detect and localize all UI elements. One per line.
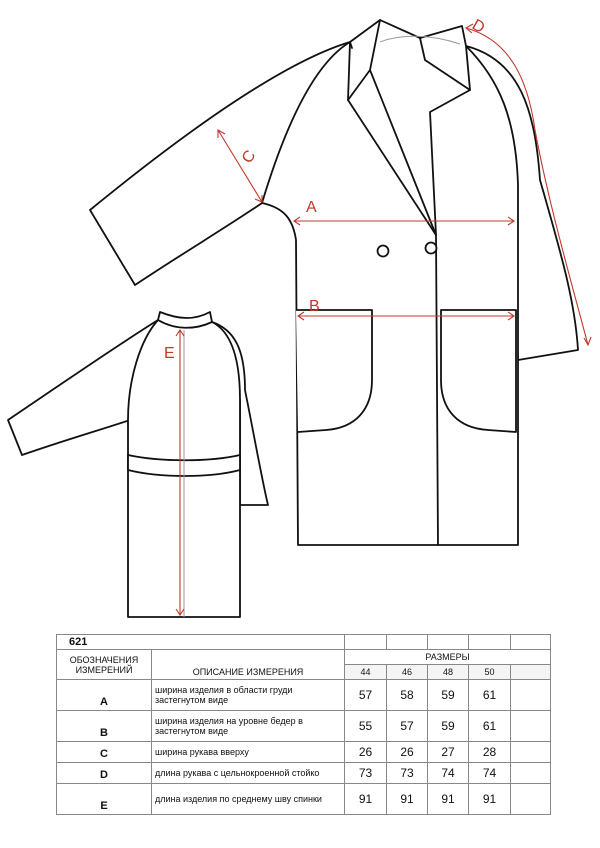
table-row: [57, 680, 551, 711]
sizes-header: РАЗМЕРЫ: [345, 650, 551, 665]
dim-label-c: C: [238, 147, 260, 167]
row-value: 28: [469, 742, 511, 763]
table-header-row: [57, 650, 551, 665]
size-44: 44: [345, 665, 387, 680]
row-code: D: [57, 763, 152, 784]
row-value: 91: [469, 784, 511, 815]
row-value: 91: [387, 784, 428, 815]
row-code: C: [57, 742, 152, 763]
row-value: 58: [387, 680, 428, 711]
table-row: [57, 742, 551, 763]
row-description: длина рукава с цельнокроенной стойко: [152, 763, 345, 784]
row-value: 73: [345, 763, 387, 784]
model-number: 621: [57, 635, 345, 650]
row-value: 61: [469, 680, 511, 711]
row-value: 74: [469, 763, 511, 784]
pocket-right: [441, 310, 516, 432]
row-value: 55: [345, 711, 387, 742]
description-column-header: ОПИСАНИЕ ИЗМЕРЕНИЯ: [152, 650, 345, 680]
row-value: 73: [387, 763, 428, 784]
size-48: 48: [428, 665, 469, 680]
row-description: ширина рукава вверху: [152, 742, 345, 763]
row-value: 74: [428, 763, 469, 784]
dim-label-e: E: [164, 345, 175, 362]
button-left: [378, 246, 389, 257]
dim-label-d: D: [468, 16, 488, 37]
measurement-table: [56, 634, 551, 815]
size-50: 50: [469, 665, 511, 680]
row-code: A: [57, 680, 152, 711]
table-row: [57, 763, 551, 784]
row-value: 61: [469, 711, 511, 742]
row-value: 59: [428, 711, 469, 742]
row-description: ширина изделия на уровне бедер в застегнутом виде: [152, 711, 345, 742]
pocket-left: [296, 310, 372, 432]
row-value: 26: [387, 742, 428, 763]
dim-label-a: A: [306, 199, 317, 216]
row-code: E: [57, 784, 152, 815]
row-description: длина изделия по среднему шву спинки: [152, 784, 345, 815]
row-value: 91: [428, 784, 469, 815]
row-value: 26: [345, 742, 387, 763]
row-value: 27: [428, 742, 469, 763]
dim-label-b: B: [309, 298, 320, 315]
table-row: [57, 711, 551, 742]
row-value: 59: [428, 680, 469, 711]
coat-back-view: [8, 312, 268, 617]
row-code: B: [57, 711, 152, 742]
row-value: 57: [387, 711, 428, 742]
code-column-header: ОБОЗНАЧЕНИЯ ИЗМЕРЕНИЙ: [57, 650, 152, 680]
row-value: 57: [345, 680, 387, 711]
size-46: 46: [387, 665, 428, 680]
row-value: 91: [345, 784, 387, 815]
table-row: [57, 784, 551, 815]
row-description: ширина изделия в области груди застегнутом виде: [152, 680, 345, 711]
table-title-row: [57, 635, 551, 650]
button-right: [426, 243, 437, 254]
